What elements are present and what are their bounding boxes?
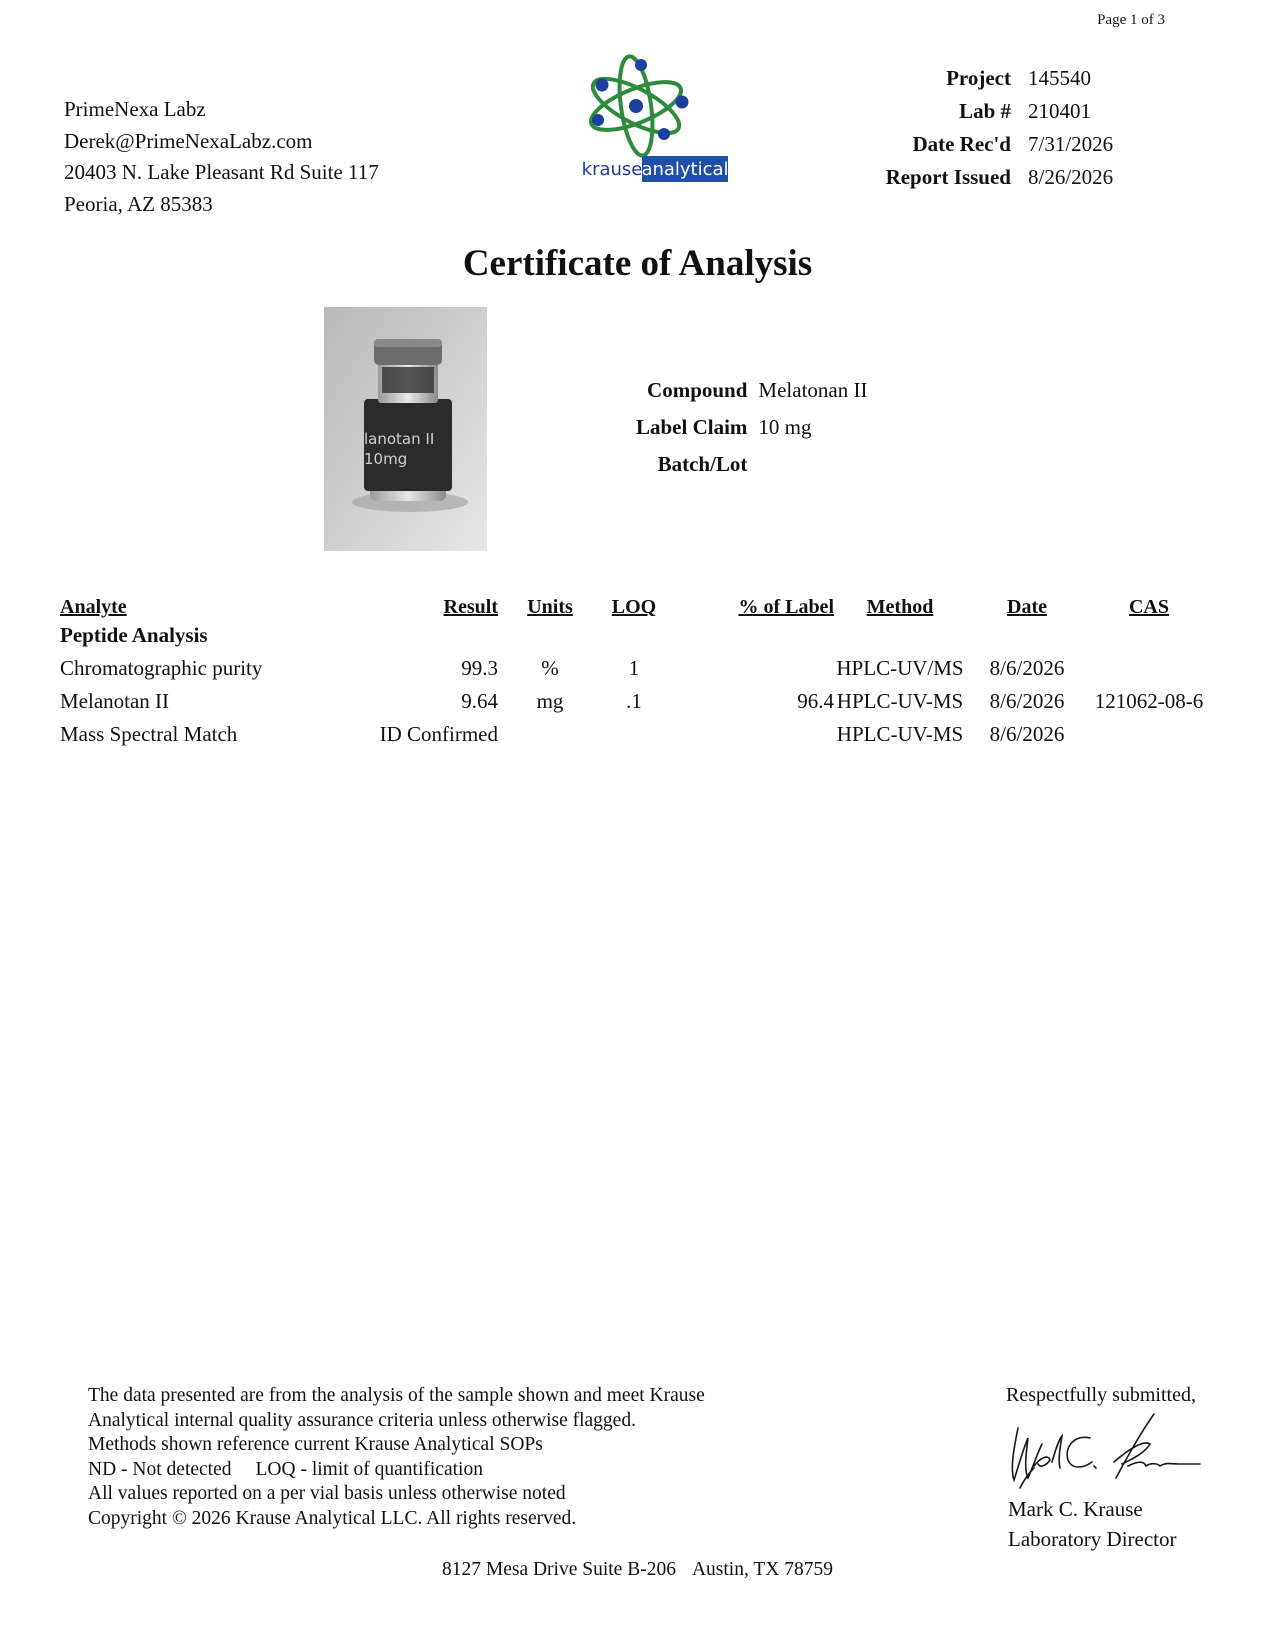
report-notes [88,1384,705,1532]
project-label: Report Issued [885,165,1011,189]
project-value: 145540 [1028,66,1091,90]
client-address-line1: 20403 N. Lake Pleasant Rd Suite 117 [64,160,379,184]
page-number: Page 1 of 3 [1097,12,1165,28]
table-cell: mg [536,689,564,713]
lab-street: 8127 Mesa Drive Suite B-206 [441,1559,676,1580]
results-section-row [60,619,1210,652]
results-table [60,586,1210,751]
table-cell: Melanotan II [60,689,170,713]
note-line1: The data presented are from the analysis of the sample shown and meet Krause [88,1385,705,1406]
table-cell [666,718,834,751]
results-section-title: Peptide Analysis [60,623,208,647]
client-address-line2: Peoria, AZ 85383 [64,191,213,216]
signoff-closing: Respectfully submitted, [1006,1384,1196,1406]
table-cell: Chromatographic purity [60,656,263,680]
table-cell: 8/6/2026 [989,656,1065,680]
project-info [886,62,1135,194]
results-column-header: Date [1007,596,1047,618]
compound-row [636,446,867,483]
note-nd: ND - Not detected [88,1458,232,1480]
compound-label: Compound [647,378,748,402]
compound-value [758,446,867,483]
note-line3: Methods shown reference current Krause Analytical SOPs [88,1434,543,1456]
compound-value: Melatonan II [758,378,868,402]
results-column-header: % of Label [738,596,834,618]
lab-city: Austin, TX 78759 [691,1559,833,1580]
vial-label-line1: lanotan II [364,430,435,448]
project-row [886,62,1135,95]
table-cell [498,718,602,751]
results-column-header: Result [443,596,498,618]
project-row [886,95,1135,128]
table-row [60,652,1210,685]
compound-label: Batch/Lot [657,452,748,476]
page-title: Certificate of Analysis [462,243,813,284]
project-row [886,128,1135,161]
vial-label-line2: 10mg [364,450,408,468]
table-cell: 121062-08-6 [1094,689,1204,713]
table-cell: HPLC-UV-MS [836,689,964,713]
table-cell: 96.4 [797,689,834,713]
project-value: 8/26/2026 [1028,165,1114,189]
note-loq: LOQ - limit of quantification [255,1458,483,1480]
signer-name: Mark C. Krause [1008,1497,1143,1521]
sample-vial-photo [324,307,487,551]
compound-info [636,372,867,483]
table-cell: HPLC-UV/MS [836,656,964,680]
compound-row [636,372,867,409]
note-copyright: Copyright © 2026 Krause Analytical LLC. All rights reserved. [88,1507,577,1529]
compound-value: 10 mg [758,415,812,439]
table-cell [666,652,834,685]
results-column-header: CAS [1128,596,1169,618]
table-cell [602,718,666,751]
table-cell: 9.64 [461,689,498,713]
note-line5: All values reported on a per vial basis unless otherwise noted [88,1483,566,1505]
table-cell [1088,718,1210,751]
table-cell: .1 [626,689,642,713]
results-column-header: Analyte [60,596,127,618]
atom-icon [585,54,688,157]
project-value: 7/31/2026 [1028,132,1114,156]
project-label: Lab # [959,99,1011,123]
table-cell: 99.3 [461,656,498,680]
project-row [886,161,1135,194]
project-label: Project [946,66,1011,90]
table-cell: 8/6/2026 [989,689,1065,713]
logo-word-analytical: analytical [641,159,729,180]
logo-word-krause: krause [581,159,643,180]
table-cell: ID Confirmed [379,722,498,746]
table-cell: % [541,656,559,680]
project-label: Date Rec'd [912,132,1011,156]
client-email: Derek@PrimeNexaLabz.com [64,128,313,153]
table-row [60,718,1210,751]
compound-row [636,409,867,446]
client-block [64,94,379,220]
signature-image [1004,1408,1204,1498]
lab-address-footer [0,1559,1275,1581]
krause-analytical-logo [540,52,730,192]
client-name: PrimeNexa Labz [64,97,206,121]
note-line2: Analytical internal quality assurance criteria unless otherwise flagged. [88,1409,636,1431]
signer-role: Laboratory Director [1008,1527,1177,1551]
results-column-header: Method [866,596,934,618]
project-value: 210401 [1028,99,1091,123]
results-column-header: LOQ [611,596,657,618]
table-row [60,685,1210,718]
results-column-header: Units [527,596,573,618]
table-cell: Mass Spectral Match [60,722,238,746]
table-cell: HPLC-UV-MS [836,722,964,746]
signer-block [1008,1494,1177,1554]
compound-label: Label Claim [636,415,748,439]
table-cell: 1 [628,656,640,680]
table-cell [1088,652,1210,685]
table-cell: 8/6/2026 [989,722,1065,746]
note-abbreviations [88,1458,705,1483]
